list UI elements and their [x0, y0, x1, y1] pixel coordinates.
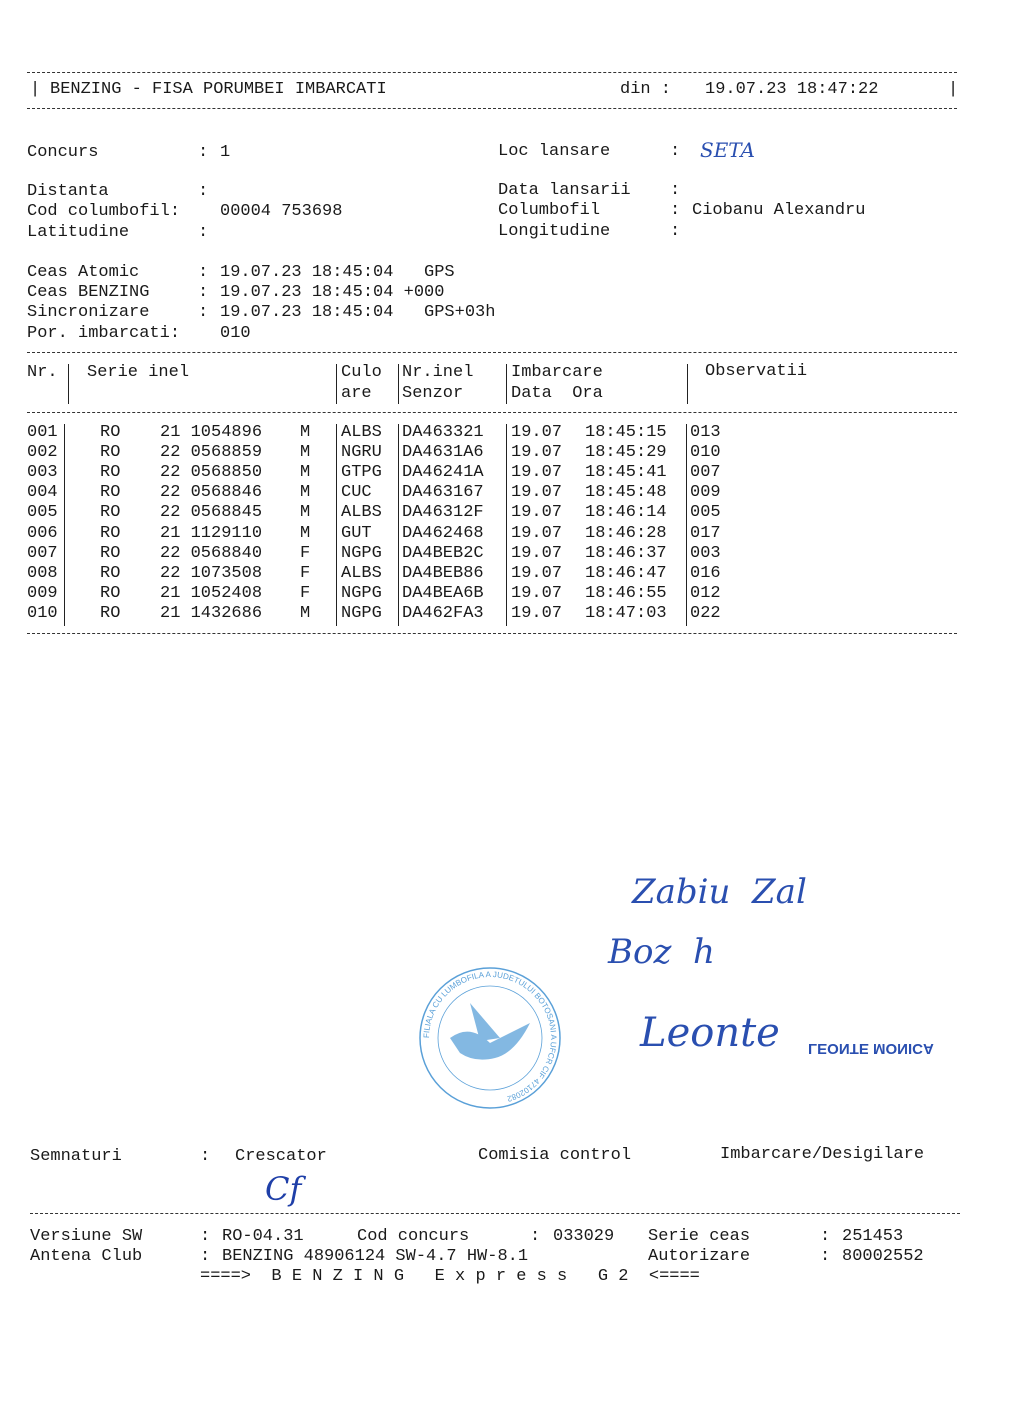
th-imbarcare: Imbarcare [511, 363, 603, 382]
serie-ceas-value: 251453 [842, 1227, 904, 1246]
cell-data: 19.07 [511, 503, 563, 523]
table-row [0, 463, 1024, 483]
autorizare-label: Autorizare [648, 1247, 751, 1266]
cell-sex: F [300, 583, 311, 603]
col-divider [336, 424, 337, 626]
col-divider [68, 364, 69, 404]
cell-data: 19.07 [511, 483, 563, 503]
colon: : [198, 182, 209, 201]
th-nr: Nr. [27, 363, 58, 382]
cell-nr: 010 [27, 603, 58, 623]
col-divider [506, 424, 507, 626]
name-stamp [768, 1040, 934, 1057]
cell-sex: M [300, 503, 311, 523]
colon: : [198, 143, 209, 162]
antena-label: Antena Club [30, 1247, 143, 1266]
cell-senzor: DA4BEB2C [402, 543, 484, 563]
cod-label: Cod columbofil: [27, 202, 181, 221]
por-value: 010 [220, 324, 251, 343]
cell-nr: 002 [27, 443, 58, 463]
concurs-label: Concurs [27, 143, 99, 162]
cell-ora: 18:46:55 [585, 583, 667, 603]
document-title: BENZING - FISA PORUMBEI IMBARCATI [50, 80, 387, 99]
cell-ora: 18:46:47 [585, 563, 667, 583]
cell-tara: RO [100, 603, 121, 623]
colon: : [670, 201, 681, 220]
club-seal [415, 963, 565, 1113]
colon: : [198, 283, 209, 302]
atomic-value: 19.07.23 18:45:04 GPS [220, 263, 455, 282]
cell-senzor: DA46241A [402, 463, 484, 483]
th-culo: Culo [341, 363, 382, 382]
cell-ora: 18:45:41 [585, 463, 667, 483]
th-senzor: Senzor [402, 384, 464, 403]
th-serie: Serie inel [87, 363, 190, 382]
cell-serie: 21 1129110 [160, 523, 263, 543]
cell-serie: 22 0568840 [160, 543, 263, 563]
cell-tara: RO [100, 503, 121, 523]
cell-sex: M [300, 463, 311, 483]
cell-nr: 004 [27, 483, 58, 503]
colon: : [820, 1227, 831, 1246]
colon: : [200, 1147, 211, 1166]
long-label: Longitudine [498, 222, 611, 241]
cell-ora: 18:45:15 [585, 423, 667, 442]
signature-1: Zabiu Zal [632, 872, 807, 912]
cell-data: 19.07 [511, 523, 563, 543]
cell-nr: 005 [27, 503, 58, 523]
cell-ora: 18:47:03 [585, 603, 667, 623]
colon: : [670, 142, 681, 161]
cell-cul: ALBS [341, 563, 382, 583]
express-banner: ====> B E N Z I N G E x p r e s s G 2 <==== [200, 1267, 700, 1286]
cell-sex: M [300, 423, 311, 442]
th-culo2: are [341, 384, 372, 403]
table-row [0, 443, 1024, 463]
table-row [0, 604, 1024, 624]
cell-senzor: DA4BEA6B [402, 583, 484, 603]
cell-serie: 22 0568845 [160, 503, 263, 523]
cell-serie: 22 0568846 [160, 483, 263, 503]
cell-ora: 18:46:28 [585, 523, 667, 543]
cell-data: 19.07 [511, 563, 563, 583]
table-row [0, 584, 1024, 604]
th-observatii: Observatii [705, 362, 808, 381]
cell-tara: RO [100, 463, 121, 483]
title-bar-right: | [948, 80, 959, 99]
cell-sex: M [300, 483, 311, 503]
crescator-signature: Cf [265, 1170, 302, 1208]
cell-ora: 18:45:29 [585, 443, 667, 463]
cell-obs: 022 [690, 603, 721, 623]
cell-serie: 21 1432686 [160, 603, 263, 623]
col-divider [398, 364, 399, 404]
cell-obs: 003 [690, 543, 721, 563]
cell-serie: 22 0568850 [160, 463, 263, 483]
sinc-label: Sincronizare [27, 303, 150, 322]
cell-nr: 008 [27, 563, 58, 583]
cell-obs: 012 [690, 583, 721, 603]
cell-cul: ALBS [341, 423, 382, 442]
cell-tara: RO [100, 483, 121, 503]
colon: : [200, 1247, 211, 1266]
cell-cul: ALBS [341, 503, 382, 523]
cell-cul: GTPG [341, 463, 382, 483]
table-row [0, 544, 1024, 564]
benzing-label: Ceas BENZING [27, 283, 150, 302]
crescator-label: Crescator [235, 1147, 327, 1166]
cell-cul: NGPG [341, 543, 382, 563]
colon: : [820, 1247, 831, 1266]
cell-nr: 003 [27, 463, 58, 483]
benzing-value: 19.07.23 18:45:04 +000 [220, 283, 445, 302]
cell-data: 19.07 [511, 583, 563, 603]
col-divider [506, 364, 507, 404]
cell-sex: F [300, 543, 311, 563]
serie-ceas-label: Serie ceas [648, 1227, 751, 1246]
cell-cul: CUC [341, 483, 372, 503]
table-row [0, 423, 1024, 443]
lat-label: Latitudine [27, 223, 130, 242]
cod-concurs-label: Cod concurs [357, 1227, 470, 1246]
cell-data: 19.07 [511, 443, 563, 463]
cell-cul: NGPG [341, 603, 382, 623]
cell-tara: RO [100, 423, 121, 442]
colon: : [530, 1227, 541, 1246]
cell-data: 19.07 [511, 603, 563, 623]
cell-tara: RO [100, 563, 121, 583]
th-inel: Nr.inel [402, 363, 474, 382]
cell-obs: 005 [690, 503, 721, 523]
signature-3: Leonte [640, 1010, 780, 1056]
col-divider [336, 364, 337, 404]
cell-serie: 22 1073508 [160, 563, 263, 583]
divider [27, 352, 957, 353]
cell-cul: NGPG [341, 583, 382, 603]
colon: : [198, 263, 209, 282]
cell-obs: 013 [690, 423, 721, 442]
cell-obs: 007 [690, 463, 721, 483]
dove-icon [450, 1003, 530, 1060]
atomic-label: Ceas Atomic [27, 263, 140, 282]
antena-value: BENZING 48906124 SW-4.7 HW-8.1 [222, 1247, 529, 1266]
cell-obs: 016 [690, 563, 721, 583]
stamp-name-text: LEONTE MONICA [808, 1040, 934, 1057]
col-divider [687, 364, 688, 404]
cell-senzor: DA4BEB86 [402, 563, 484, 583]
cell-senzor: DA462FA3 [402, 603, 484, 623]
title-bar-left: | [30, 80, 41, 99]
versiune-label: Versiune SW [30, 1227, 143, 1246]
cell-senzor: DA463321 [402, 423, 484, 442]
divider [27, 108, 957, 109]
table-row [0, 503, 1024, 523]
seal-text: FILIALA CU LUMBOFILA A JUDETULUI BOTOSANI A UFCR CIF 47102082 [421, 969, 559, 1104]
cell-senzor: DA463167 [402, 483, 484, 503]
cell-ora: 18:46:37 [585, 543, 667, 563]
din-label: din : [620, 80, 672, 99]
cell-senzor: DA4631A6 [402, 443, 484, 463]
cell-senzor: DA46312F [402, 503, 484, 523]
cell-tara: RO [100, 443, 121, 463]
th-data-ora: Data Ora [511, 384, 603, 403]
cell-data: 19.07 [511, 463, 563, 483]
cell-obs: 010 [690, 443, 721, 463]
col-divider [686, 424, 687, 626]
colon: : [200, 1227, 211, 1246]
cell-cul: NGRU [341, 443, 382, 463]
cod-concurs-value: 033029 [553, 1227, 615, 1246]
divider [27, 633, 957, 634]
cell-obs: 009 [690, 483, 721, 503]
autorizare-value: 80002552 [842, 1247, 924, 1266]
colon: : [198, 223, 209, 242]
loc-label: Loc lansare [498, 142, 611, 161]
data-lansarii-label: Data lansarii [498, 181, 631, 200]
concurs-value: 1 [220, 143, 231, 162]
cell-senzor: DA462468 [402, 523, 484, 543]
divider [27, 412, 957, 413]
cell-ora: 18:45:48 [585, 483, 667, 503]
cod-value: 00004 753698 [220, 202, 343, 221]
semnaturi-label: Semnaturi [30, 1147, 122, 1166]
cell-data: 19.07 [511, 423, 563, 442]
cell-sex: M [300, 603, 311, 623]
cell-tara: RO [100, 523, 121, 543]
loc-value-handwritten: SETA [700, 138, 755, 162]
cell-ora: 18:46:14 [585, 503, 667, 523]
columbofil-value: Ciobanu Alexandru [692, 201, 866, 220]
cell-nr: 009 [27, 583, 58, 603]
cell-sex: M [300, 443, 311, 463]
colon: : [198, 303, 209, 322]
cell-serie: 21 1054896 [160, 423, 263, 442]
table-row [0, 564, 1024, 584]
signature-2: Boz h [608, 932, 715, 972]
cell-sex: F [300, 563, 311, 583]
cell-data: 19.07 [511, 543, 563, 563]
table-row [0, 483, 1024, 503]
divider [27, 72, 957, 73]
cell-nr: 006 [27, 523, 58, 543]
imbarcare-label: Imbarcare/Desigilare [720, 1145, 925, 1164]
sinc-value: 19.07.23 18:45:04 GPS+03h [220, 303, 496, 322]
cell-serie: 21 1052408 [160, 583, 263, 603]
table-row [0, 524, 1024, 544]
col-divider [398, 424, 399, 626]
divider [30, 1213, 960, 1214]
cell-sex: M [300, 523, 311, 543]
cell-obs: 017 [690, 523, 721, 543]
colon: : [670, 181, 681, 200]
comisia-label: Comisia control [478, 1146, 632, 1165]
col-divider [64, 424, 65, 626]
columbofil-label: Columbofil [498, 201, 601, 220]
print-datetime: 19.07.23 18:47:22 [705, 80, 879, 99]
colon: : [670, 222, 681, 241]
cell-nr: 007 [27, 543, 58, 563]
cell-tara: RO [100, 543, 121, 563]
cell-nr: 001 [27, 423, 58, 442]
distanta-label: Distanta [27, 182, 109, 201]
cell-cul: GUT [341, 523, 372, 543]
versiune-value: RO-04.31 [222, 1227, 304, 1246]
cell-serie: 22 0568859 [160, 443, 263, 463]
cell-tara: RO [100, 583, 121, 603]
por-label: Por. imbarcati: [27, 324, 181, 343]
